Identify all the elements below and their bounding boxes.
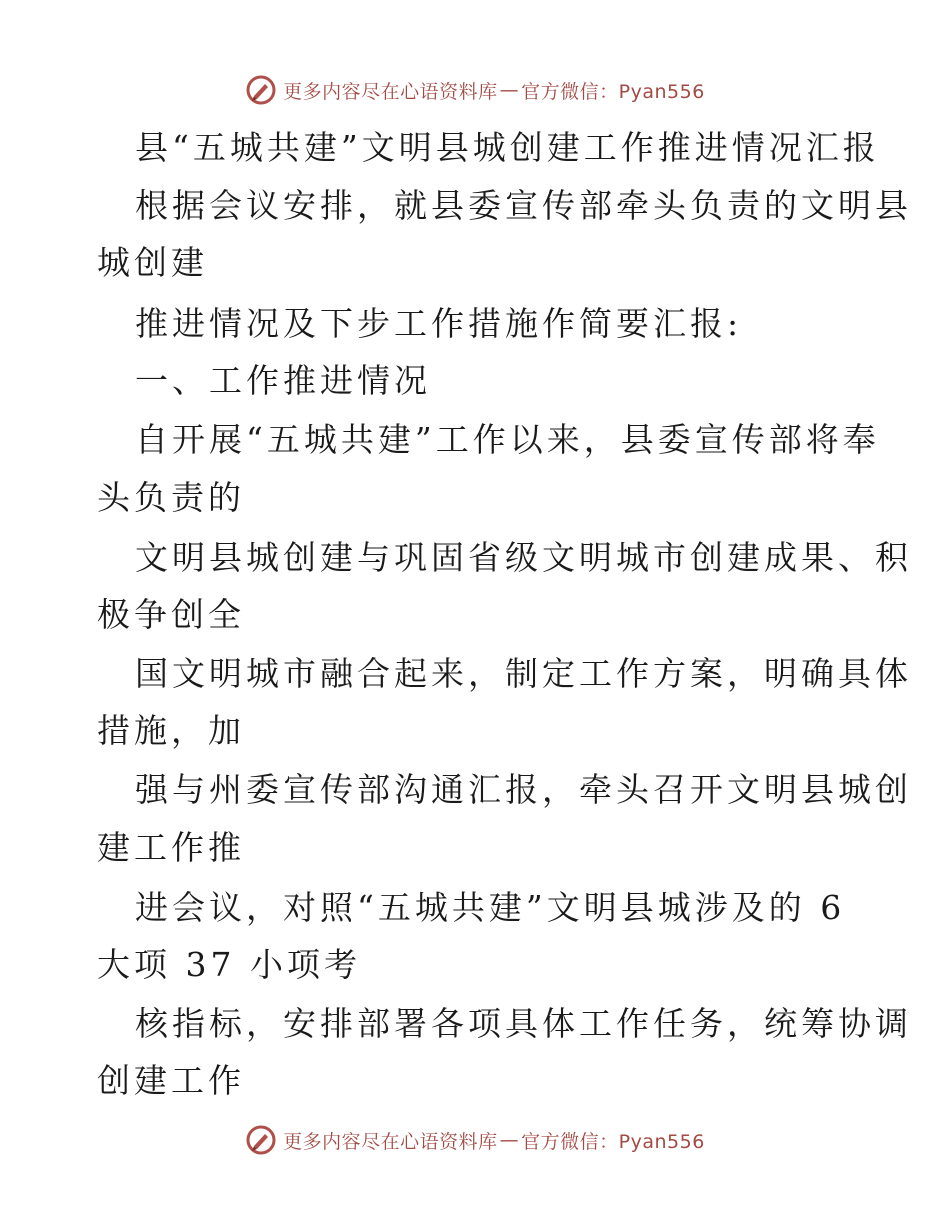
watermark-text: 更多内容尽在心语资料库 <box>283 1130 498 1153</box>
paragraph-line: 创建工作 <box>97 1061 245 1100</box>
section-heading: 一、工作推进情况 <box>135 361 431 400</box>
paragraph-line: 极争创全 <box>97 595 245 634</box>
paragraph-line: 城创建 <box>97 243 208 282</box>
paragraph-line: 推进情况及下步工作措施作简要汇报: <box>135 304 743 343</box>
paragraph-line: 国文明城市融合起来，制定工作方案，明确具体 <box>135 654 912 693</box>
watermark-top <box>0 70 950 110</box>
paragraph-line: 大项 37 小项考 <box>97 945 361 984</box>
paragraph-line: 头负责的 <box>97 478 245 517</box>
paragraph-line: 建工作推 <box>97 828 245 867</box>
watermark-contact: 官方微信：Pyan556 <box>521 1130 705 1153</box>
paragraph-line: 强与州委宣传部沟通汇报，牵头召开文明县城创 <box>135 770 912 809</box>
watermark-bottom <box>0 1120 950 1160</box>
document-title: 县“五城共建”文明县城创建工作推进情况汇报 <box>135 128 880 167</box>
watermark-separator: — <box>499 1129 520 1151</box>
paragraph-line: 措施，加 <box>97 711 245 750</box>
pen-logo-icon <box>245 74 277 106</box>
watermark-contact: 官方微信：Pyan556 <box>521 80 705 103</box>
paragraph-line: 根据会议安排，就县委宣传部牵头负责的文明县 <box>135 186 912 225</box>
watermark-text: 更多内容尽在心语资料库 <box>283 80 498 103</box>
paragraph-line: 文明县城创建与巩固省级文明城市创建成果、积 <box>135 538 912 577</box>
paragraph-line: 进会议，对照“五城共建”文明县城涉及的 6 <box>135 888 846 927</box>
pen-logo-icon <box>245 1124 277 1156</box>
paragraph-line: 核指标，安排部署各项具体工作任务，统筹协调 <box>135 1004 912 1043</box>
watermark-separator: — <box>499 79 520 101</box>
paragraph-line: 自开展“五城共建”工作以来，县委宣传部将奉 <box>135 420 880 459</box>
